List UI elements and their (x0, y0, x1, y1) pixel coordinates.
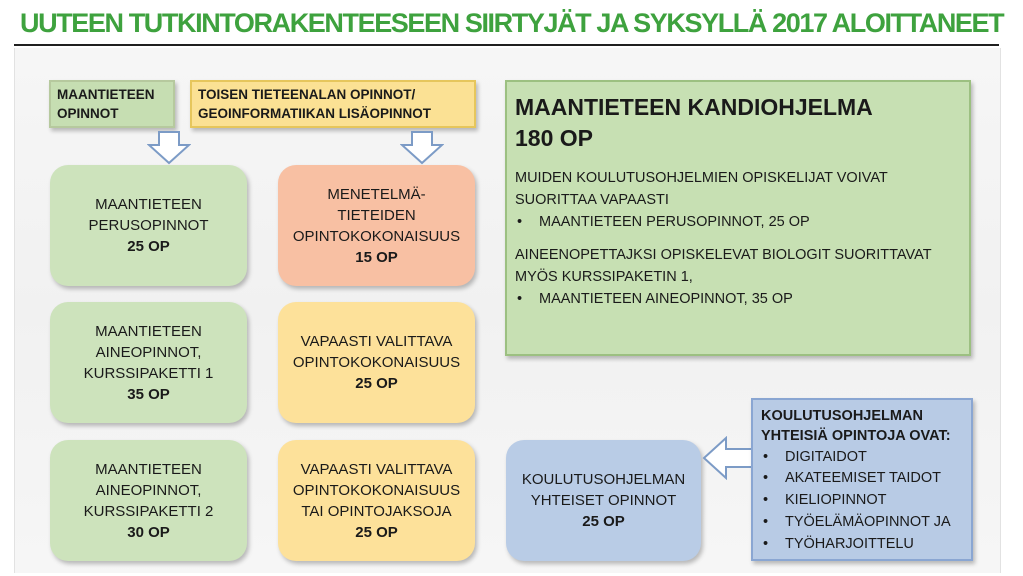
kandiohjelma-title: MAANTIETEEN KANDIOHJELMA (515, 94, 873, 120)
box-line: OPINTOKOKONAISUUS (292, 227, 461, 245)
down-arrow-icon (147, 131, 191, 165)
box-line: TIETEIDEN (337, 206, 416, 224)
title-divider (14, 44, 999, 46)
yhteisia-item: • TYÖELÄMÄOPINNOT JA (761, 512, 963, 534)
left-arrow-icon (702, 436, 754, 480)
box-points: 35 OP (127, 385, 170, 403)
box-points: 25 OP (355, 375, 398, 392)
box-line: VAPAASTI VALITTAVA (300, 333, 453, 350)
kandiohjelma-list (515, 289, 961, 311)
box-line: AINEOPINNOT, (95, 343, 202, 361)
header-line: OPINNOT (57, 105, 119, 121)
yhteisia-item: • TYÖHARJOITTELU (761, 534, 963, 556)
yhteisia-item: • KIELIOPINNOT (761, 490, 963, 512)
box-line: YHTEISET OPINNOT (530, 492, 677, 509)
box-vapaasti-valittava-2 (278, 440, 475, 561)
header-line: TOISEN TIETEENALAN OPINNOT/ (198, 87, 416, 102)
box-line: PERUSOPINNOT (88, 217, 209, 234)
box-aineopinnot-kurssipaketti-1 (50, 302, 247, 423)
box-aineopinnot-kurssipaketti-2 (50, 440, 247, 561)
box-vapaasti-valittava-1 (278, 302, 475, 423)
box-line: KURSSIPAKETTI 2 (83, 502, 214, 520)
box-menetelmatieteiden-opintokokonaisuus (278, 165, 475, 286)
box-line: MAANTIETEEN (95, 460, 202, 478)
yhteisia-item: • DIGITAIDOT (761, 447, 963, 469)
slide-title: UUTEEN TUTKINTORAKENTEESEEN SIIRTYJÄT JA SYKSYLLÄ 2017 ALOITTANEET (20, 8, 1004, 38)
box-line: OPINTOKOKONAISUUS (292, 354, 461, 371)
box-line: KOULUTUSOHJELMAN (521, 471, 686, 488)
kandiohjelma-info-box (505, 80, 971, 356)
box-points: 25 OP (355, 523, 398, 541)
box-line: AINEOPINNOT, (95, 481, 202, 499)
box-points: 15 OP (355, 248, 398, 266)
box-line: MENETELMÄ- (327, 185, 426, 203)
header-toisen-tieteenalan-opinnot (190, 80, 476, 128)
yhteisia-item: • AKATEEMISET TAIDOT (761, 468, 963, 490)
box-line: VAPAASTI VALITTAVA (300, 460, 453, 478)
kandiohjelma-paragraph: MYÖS KURSSIPAKETIN 1, (515, 269, 693, 286)
yhteisia-title: YHTEISIÄ OPINTOJA OVAT: (761, 428, 951, 445)
box-points: 30 OP (127, 523, 170, 541)
yhteisia-opintoja-box (751, 398, 973, 561)
kandiohjelma-list (515, 212, 961, 234)
box-line: MAANTIETEEN (95, 196, 202, 213)
kandiohjelma-paragraph: SUORITTAA VAPAASTI (515, 191, 669, 208)
box-line: TAI OPINTOJAKSOJA (301, 502, 452, 520)
kandiohjelma-bullet: • MAANTIETEEN PERUSOPINNOT, 25 OP (515, 212, 961, 234)
kandiohjelma-bullet: • MAANTIETEEN AINEOPINNOT, 35 OP (515, 289, 961, 311)
header-maantieteen-opinnot (49, 80, 175, 128)
box-points: 25 OP (582, 513, 625, 530)
kandiohjelma-credits: 180 OP (515, 125, 593, 152)
box-points: 25 OP (127, 238, 170, 255)
down-arrow-icon (400, 131, 444, 165)
box-line: KURSSIPAKETTI 1 (83, 364, 214, 382)
kandiohjelma-paragraph: AINEENOPETTAJKSI OPISKELEVAT BIOLOGIT SUORITTAVAT (515, 247, 932, 264)
yhteisia-title: KOULUTUSOHJELMAN (761, 408, 923, 424)
yhteisia-list (761, 447, 963, 556)
kandiohjelma-paragraph: MUIDEN KOULUTUSOHJELMIEN OPISKELIJAT VOIVAT (515, 170, 888, 187)
header-line: MAANTIETEEN (57, 87, 155, 102)
box-line: OPINTOKOKONAISUUS (292, 481, 461, 499)
box-perusopinnot (50, 165, 247, 286)
box-yhteiset-opinnot (506, 440, 701, 561)
box-line: MAANTIETEEN (95, 322, 202, 340)
header-line: GEOINFORMATIIKAN LISÄOPINNOT (198, 105, 431, 121)
